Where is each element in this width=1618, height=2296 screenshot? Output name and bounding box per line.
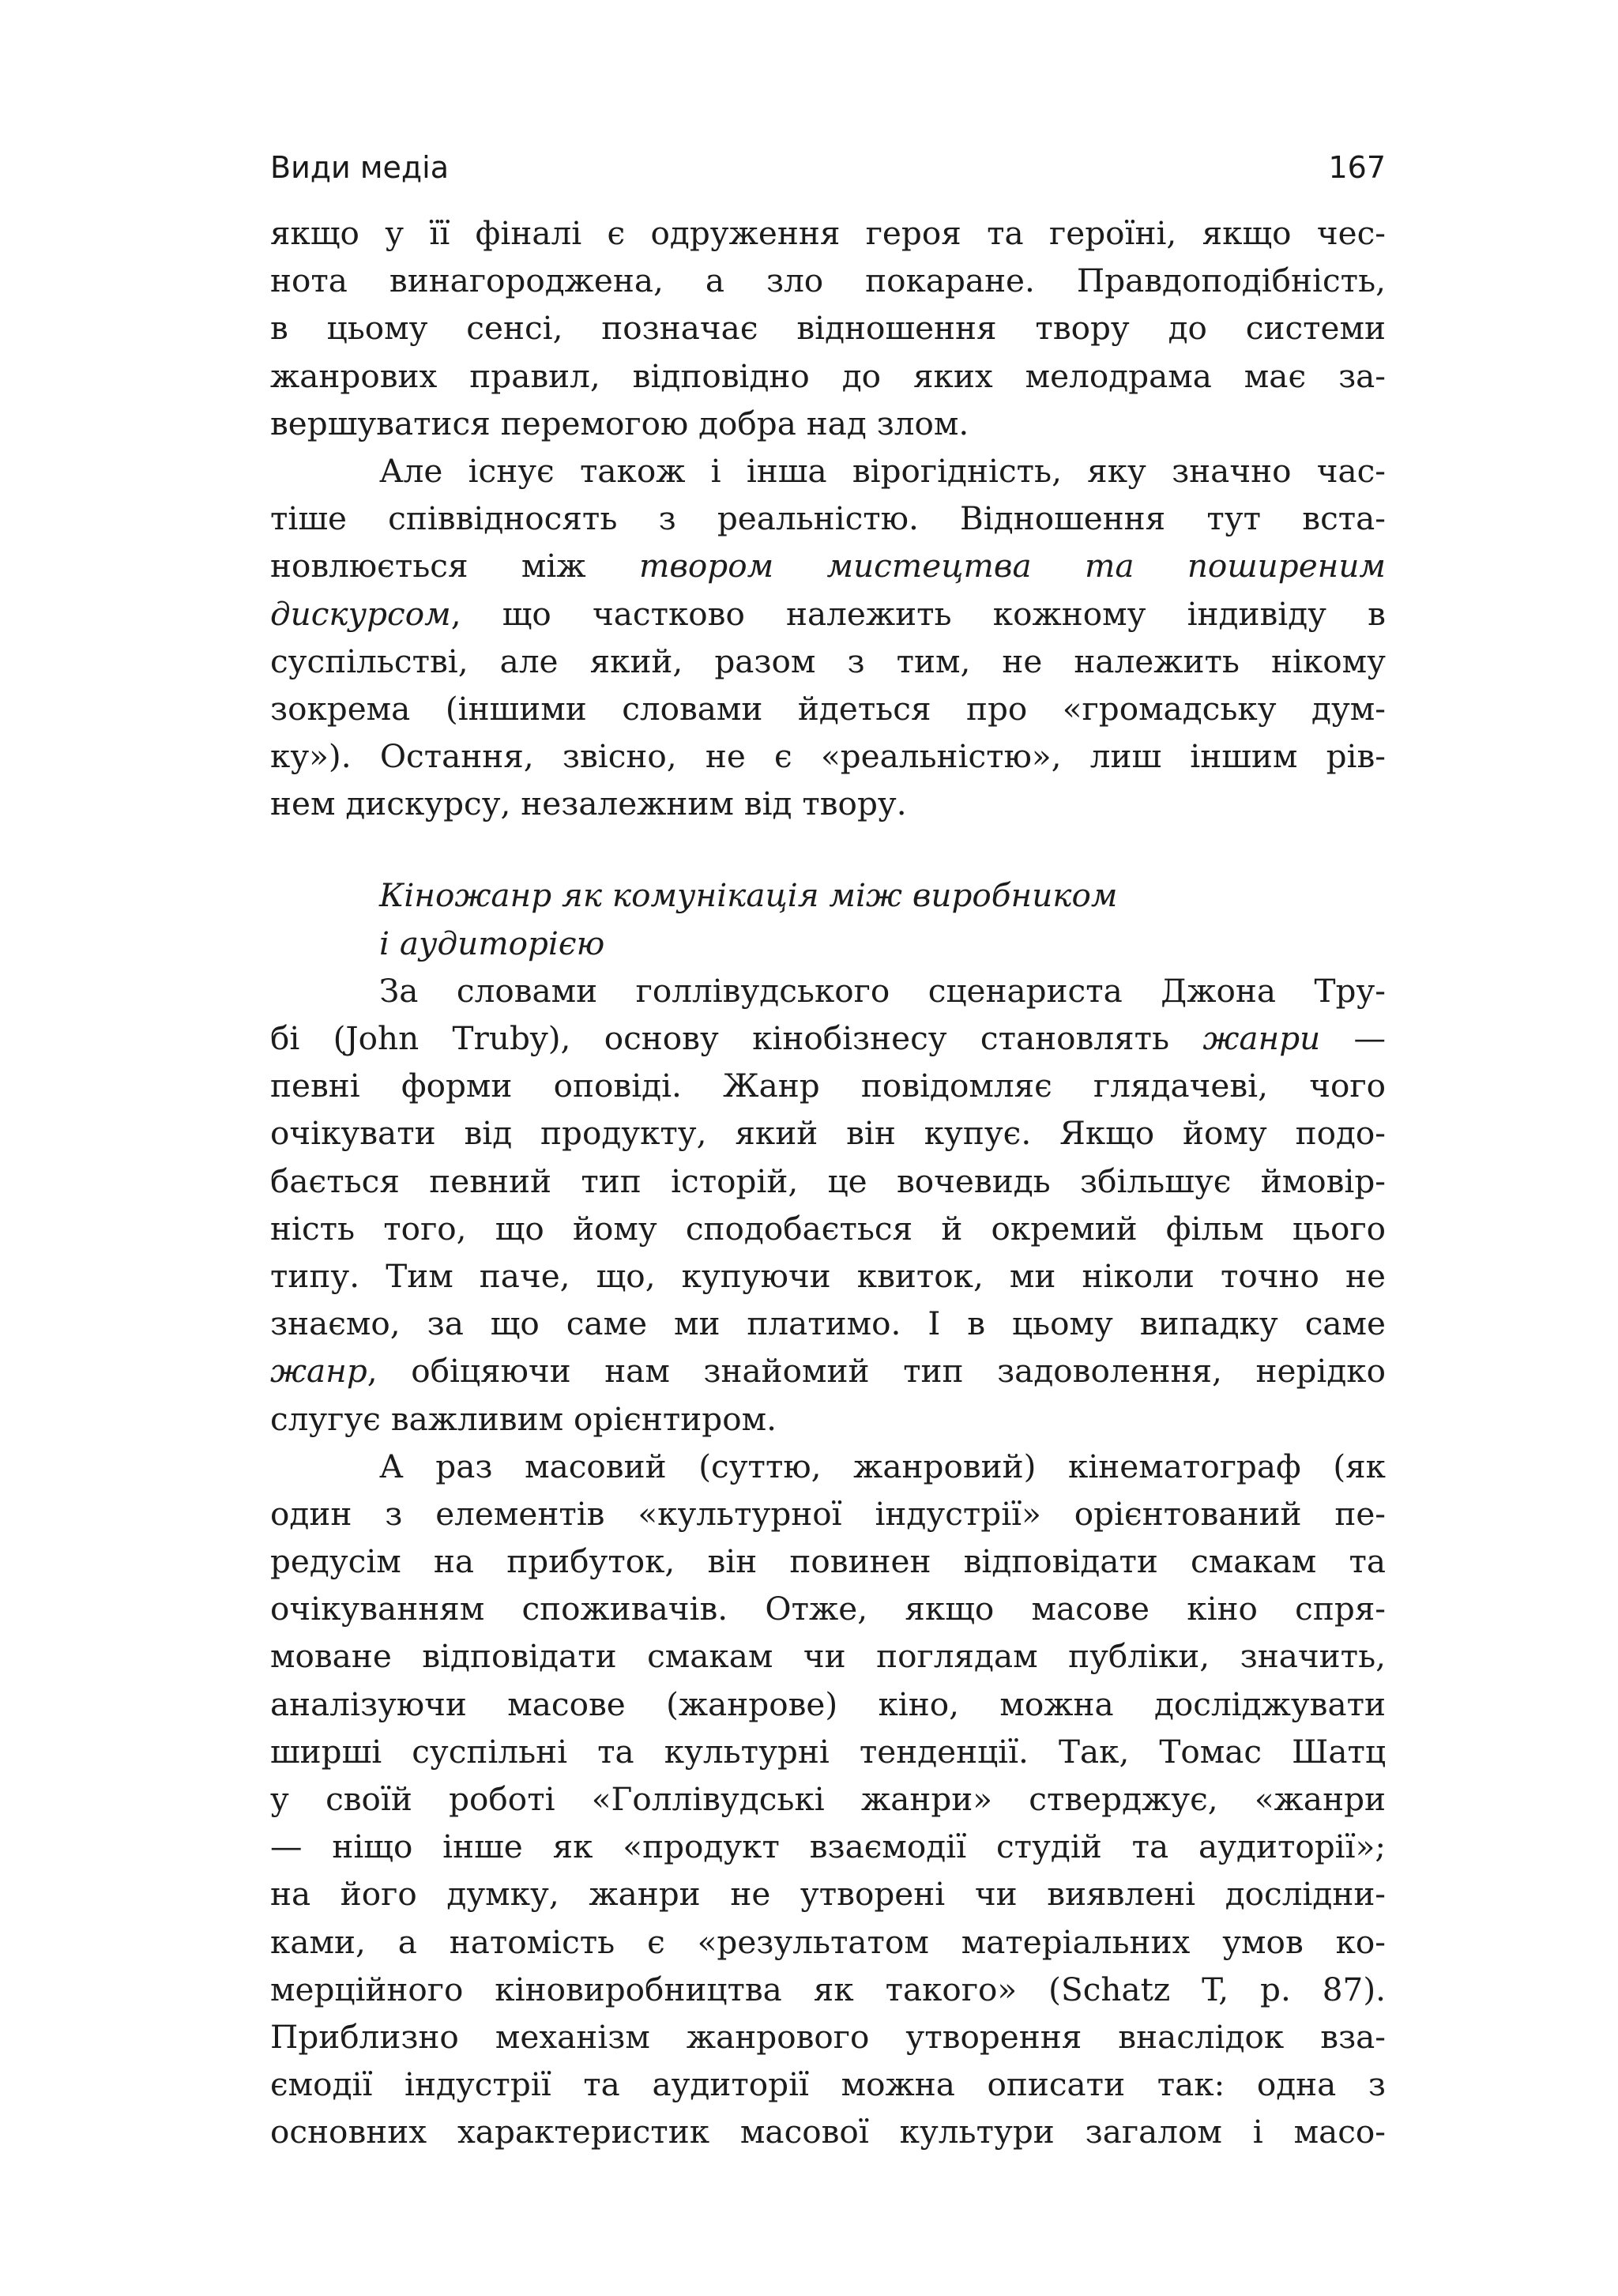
text-run: — xyxy=(1320,1019,1387,1057)
text-run: новлюється між xyxy=(270,547,639,585)
text-line: зокрема (іншими словами йдеться про «громадську дум- xyxy=(270,689,1386,728)
text-line: ширші суспільні та культурні тенденції. Так, Томас Шатц xyxy=(270,1732,1386,1771)
text-line: нем дискурсу, незалежним від твору. xyxy=(270,785,907,823)
text-line: тіше співвідносять з реальністю. Відношення тут вста- xyxy=(270,499,1386,538)
text-line: суспільстві, але який, разом з тим, не належить нікому xyxy=(270,642,1386,680)
text-line: моване відповідати смакам чи поглядам публіки, значить, xyxy=(270,1637,1386,1676)
paragraph-2 xyxy=(270,447,1386,828)
italic-word: жанр xyxy=(270,1352,367,1391)
running-header xyxy=(270,144,1386,191)
text-line: ку»). Остання, звісно, не є «реальністю», лиш іншим рів- xyxy=(270,737,1386,776)
page-number: 167 xyxy=(1328,150,1386,185)
text-line: очікувати від продукту, який він купує. Якщо йому подо- xyxy=(270,1114,1386,1153)
section-title: Види медіа xyxy=(270,150,449,185)
text-line: ність того, що йому сподобається й окремий фільм цього xyxy=(270,1209,1386,1248)
text-line xyxy=(270,1014,1386,1062)
section-spacer xyxy=(270,827,1386,871)
text-line: якщо у її фіналі є одруження героя та героїні, якщо чес- xyxy=(270,214,1386,252)
italic-phrase: дискурсом xyxy=(270,594,451,633)
text-line: За словами голлівудського сценариста Джона Тру- xyxy=(379,971,1386,1010)
text-line: — ніщо інше як «продукт взаємодії студій та аудиторії»; xyxy=(270,1827,1386,1866)
paragraph-1 xyxy=(270,209,1386,447)
section-heading xyxy=(270,871,1386,966)
paragraph-3 xyxy=(270,967,1386,1443)
text-line: жанрових правил, відповідно до яких мелодрама має за- xyxy=(270,356,1386,395)
text-line xyxy=(270,542,1386,589)
text-run: бі (John Truby), основу кінобізнесу становлять xyxy=(270,1019,1203,1057)
text-line: очікуванням споживачів. Отже, якщо масове кіно спря- xyxy=(270,1590,1386,1628)
heading-line: Кіножанр як комунікація між виробником xyxy=(379,876,1118,915)
text-run: , обіцяючи нам знайомий тип задоволення, нерідко xyxy=(367,1352,1386,1391)
text-line: знаємо, за що саме ми платимо. І в цьому випадку саме xyxy=(270,1304,1386,1343)
text-line: Але існує також і інша вірогідність, яку значно час- xyxy=(379,451,1386,490)
text-line: у своїй роботі «Голлівудські жанри» стверджує, «жанри xyxy=(270,1780,1386,1818)
text-line: типу. Тим паче, що, купуючи квиток, ми ніколи точно не xyxy=(270,1256,1386,1295)
text-line: бається певний тип історій, це вочевидь збільшує ймовір- xyxy=(270,1161,1386,1200)
text-line: на його думку, жанри не утворені чи виявлені дослідни- xyxy=(270,1875,1386,1914)
text-line: вершуватися перемогою добра над злом. xyxy=(270,404,969,442)
text-line: аналізуючи масове (жанрове) кіно, можна досліджувати xyxy=(270,1684,1386,1723)
text-line: один з елементів «культурної індустрії» орієнтований пе- xyxy=(270,1494,1386,1533)
text-line: мерційного кіновиробництва як такого» (Schatz T, p. 87). xyxy=(270,1970,1386,2008)
text-line: редусім на прибуток, він повинен відповідати смакам та xyxy=(270,1542,1386,1581)
text-line: А раз масовий (суттю, жанровий) кінематограф (як xyxy=(379,1447,1386,1485)
text-line xyxy=(270,590,1386,638)
paragraph-4 xyxy=(270,1443,1386,2156)
text-line: певні форми оповіді. Жанр повідомляє глядачеві, чого xyxy=(270,1067,1386,1105)
text-line xyxy=(270,1347,1386,1395)
italic-word: жанри xyxy=(1202,1019,1321,1057)
text-line: в цьому сенсі, позначає відношення твору до системи xyxy=(270,309,1386,348)
text-line: ками, а натомість є «результатом матеріальних умов ко- xyxy=(270,1922,1386,1961)
heading-line: і аудиторією xyxy=(379,924,605,962)
text-line: основних характеристик масової культури загалом і масо- xyxy=(270,2113,1386,2151)
text-line: ємодії індустрії та аудиторії можна описати так: одна з xyxy=(270,2065,1386,2104)
text-line: Приблизно механізм жанрового утворення внаслідок вза- xyxy=(270,2017,1386,2056)
italic-phrase: твором мистецтва та поширеним xyxy=(638,547,1386,585)
text-run: , що частково належить кожному індивіду в xyxy=(450,594,1386,633)
body-text xyxy=(270,209,1386,2156)
text-line: нота винагороджена, а зло покаране. Правдоподібність, xyxy=(270,262,1386,300)
text-line: слугує важливим орієнтиром. xyxy=(270,1399,777,1438)
